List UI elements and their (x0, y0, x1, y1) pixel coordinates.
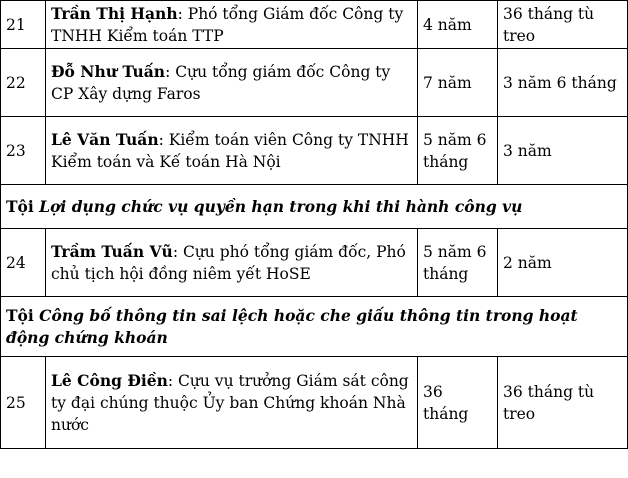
defendant-description: : Cựu phó tổng giám đốc, Phó chủ tịch hội đồng niêm yết HoSE (51, 242, 406, 283)
table-row (1, 229, 628, 297)
prison-term: 4 năm (418, 1, 498, 49)
crime-name: Công bố thông tin sai lệch hoặc che giấu thông tin trong hoạt động chứng khoán (6, 305, 578, 347)
prison-term: 36 tháng (418, 357, 498, 449)
prison-term: 5 năm 6 tháng (418, 229, 498, 297)
defendant-cell (46, 1, 418, 49)
crime-name: Lợi dụng chức vụ quyền hạn trong khi thi hành công vụ (39, 196, 523, 216)
row-number: 24 (1, 229, 46, 297)
crime-prefix: Tội (6, 196, 40, 216)
prison-term: 5 năm 6 tháng (418, 117, 498, 185)
table-row (1, 49, 628, 117)
row-number: 23 (1, 117, 46, 185)
defendant-name: Trầm Tuấn Vũ (51, 241, 173, 261)
table-row (1, 357, 628, 449)
defendant-name: Lê Công Điền (51, 370, 168, 390)
probation-term: 36 tháng tù treo (498, 1, 628, 49)
defendant-cell (46, 49, 418, 117)
probation-term: 3 năm (498, 117, 628, 185)
defendant-description: : Kiểm toán viên Công ty TNHH Kiểm toán và Kế toán Hà Nội (51, 130, 409, 171)
defendant-cell (46, 357, 418, 449)
defendant-description: : Phó tổng Giám đốc Công ty TNHH Kiểm toán TTP (51, 4, 404, 45)
crime-header (1, 297, 628, 357)
prison-term: 7 năm (418, 49, 498, 117)
row-number: 22 (1, 49, 46, 117)
probation-term: 2 năm (498, 229, 628, 297)
defendant-cell (46, 229, 418, 297)
defendant-name: Lê Văn Tuấn (51, 129, 159, 149)
crime-header-row (1, 185, 628, 229)
crime-header-row (1, 297, 628, 357)
row-number: 25 (1, 357, 46, 449)
defendant-name: Đỗ Như Tuấn (51, 61, 166, 81)
crime-header (1, 185, 628, 229)
probation-term: 36 tháng tù treo (498, 357, 628, 449)
defendant-name: Trần Thị Hạnh (51, 3, 178, 23)
probation-term: 3 năm 6 tháng (498, 49, 628, 117)
defendant-description: : Cựu vụ trưởng Giám sát công ty đại chúng thuộc Ủy ban Chứng khoán Nhà nước (51, 371, 409, 434)
table-row (1, 1, 628, 49)
defendant-description: : Cựu tổng giám đốc Công ty CP Xây dựng Faros (51, 62, 391, 103)
crime-prefix: Tội (6, 305, 40, 325)
row-number: 21 (1, 1, 46, 49)
defendant-cell (46, 117, 418, 185)
table-row (1, 117, 628, 185)
